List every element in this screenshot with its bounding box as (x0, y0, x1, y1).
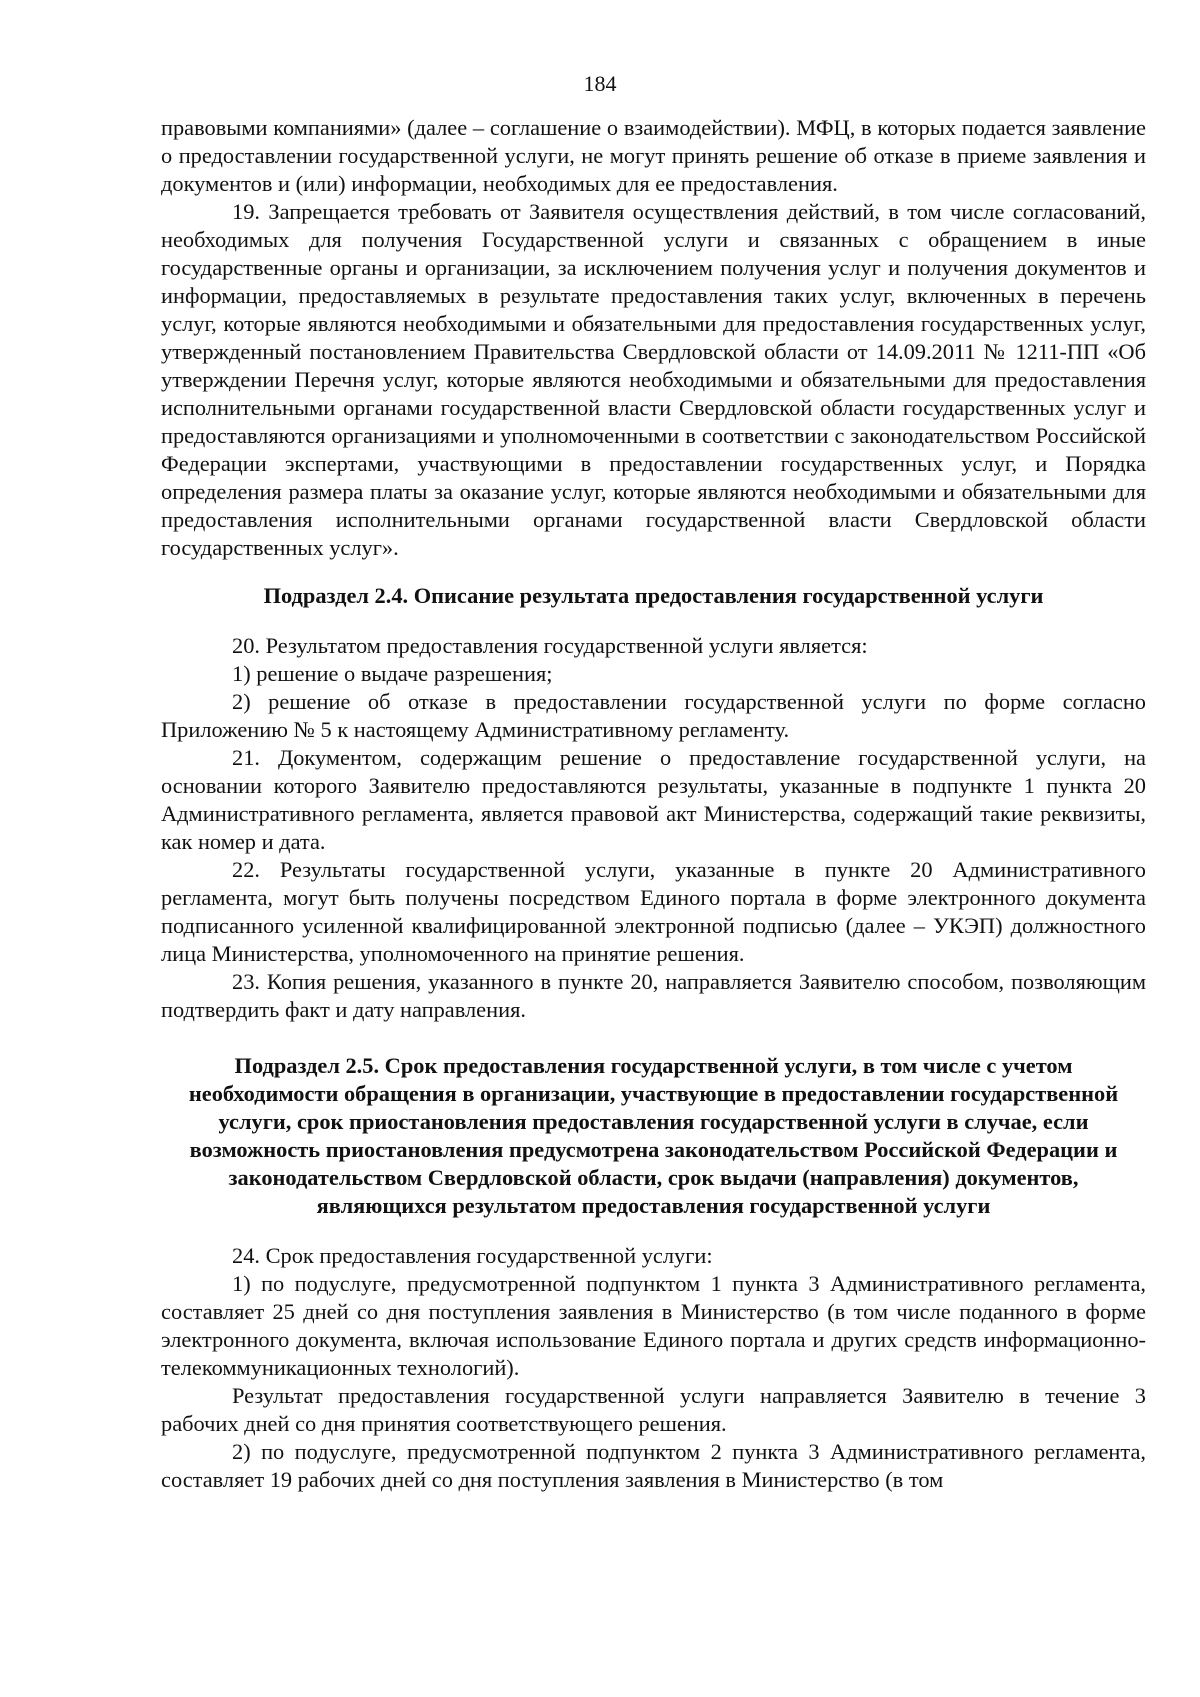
paragraph-item-19: 19. Запрещается требовать от Заявителя осуществления действий, в том числе согласований, необходимых для получения Государственной услуги и связанных с обращением в иные государственные органы и организации, за исключением получения услуг и получения документов и информации, предоставляемых в результате предоставления таких услуг, включенных в перечень услуг, которые являются необходимыми и обязательными для предоставления государственных услуг, утвержденный постановлением Правительства Свердловской области от 14.09.2011 № 1211-ПП «Об утверждении Перечня услуг, которые являются необходимыми и обязательными для предоставления исполнительными органами государственной власти Свердловской области государственных услуг и предоставляются организациями и уполномоченными в соответствии с законодательством Российской Федерации экспертами, участвующими в предоставлении государственных услуг, и Порядка определения размера платы за оказание услуг, которые являются необходимыми и обязательными для предоставления исполнительными органами государственной власти Свердловской области государственных услуг». (161, 199, 1146, 560)
paragraph-item-20: 20. Результатом предоставления государственной услуги является: (232, 633, 868, 658)
paragraph-continuation: правовыми компаниями» (далее – соглашение о взаимодействии). МФЦ, в которых подается заявление о предоставлении государственной услуги, не могут принять решение об отказе в приеме заявления и документов и (или) информации, необходимых для ее предоставления. (161, 115, 1146, 196)
paragraph-item-20-1: 1) решение о выдаче разрешения; (232, 661, 553, 686)
paragraph-item-22: 22. Результаты государственной услуги, указанные в пункте 20 Административного регламента, могут быть получены посредством Единого портала в форме электронного документа подписанного усиленной квалифицированной электронной подписью (далее – УКЭП) должностного лица Министерства, уполномоченного на принятие решения. (161, 857, 1146, 966)
page-number: 184 (583, 71, 617, 96)
paragraph-item-24: 24. Срок предоставления государственной услуги: (232, 1243, 713, 1268)
section-heading-2-5: Подраздел 2.5. Срок предоставления государственной услуги, в том числе с учетом необходимости обращения в организации, участвующие в предоставлении государственной услуги, срок приостановления предоставления государственной услуги в случае, если возможность приостановления предусмотрена законодательством Российской Федерации и законодательством Свердловской области, срок выдачи (направления) документов, являющихся результатом предоставления государственной услуги (188, 1053, 1119, 1218)
paragraph-item-24-1: 1) по подуслуге, предусмотренной подпунктом 1 пункта 3 Административного регламента, составляет 25 дней со дня поступления заявления в Министерство (в том числе поданного в форме электронного документа, включая использование Единого портала и других средств информационно-телекоммуникационных технологий). (161, 1271, 1146, 1380)
page-content (161, 114, 1146, 1494)
paragraph-item-20-2: 2) решение об отказе в предоставлении государственной услуги по форме согласно Приложению № 5 к настоящему Административному регламенту. (161, 689, 1146, 742)
paragraph-item-24-2: 2) по подуслуге, предусмотренной подпунктом 2 пункта 3 Административного регламента, составляет 19 рабочих дней со дня поступления заявления в Министерство (в том (161, 1439, 1146, 1492)
paragraph-result-note: Результат предоставления государственной услуги направляется Заявителю в течение 3 рабочих дней со дня принятия соответствующего решения. (161, 1383, 1146, 1436)
paragraph-item-21: 21. Документом, содержащим решение о предоставление государственной услуги, на основании которого Заявителю предоставляются результаты, указанные в подпункте 1 пункта 20 Административного регламента, является правовой акт Министерства, содержащий такие реквизиты, как номер и дата. (161, 745, 1146, 854)
paragraph-item-23: 23. Копия решения, указанного в пункте 20, направляется Заявителю способом, позволяющим подтвердить факт и дату направления. (161, 969, 1146, 1022)
section-heading-2-4: Подраздел 2.4. Описание результата предоставления государственной услуги (263, 583, 1044, 608)
